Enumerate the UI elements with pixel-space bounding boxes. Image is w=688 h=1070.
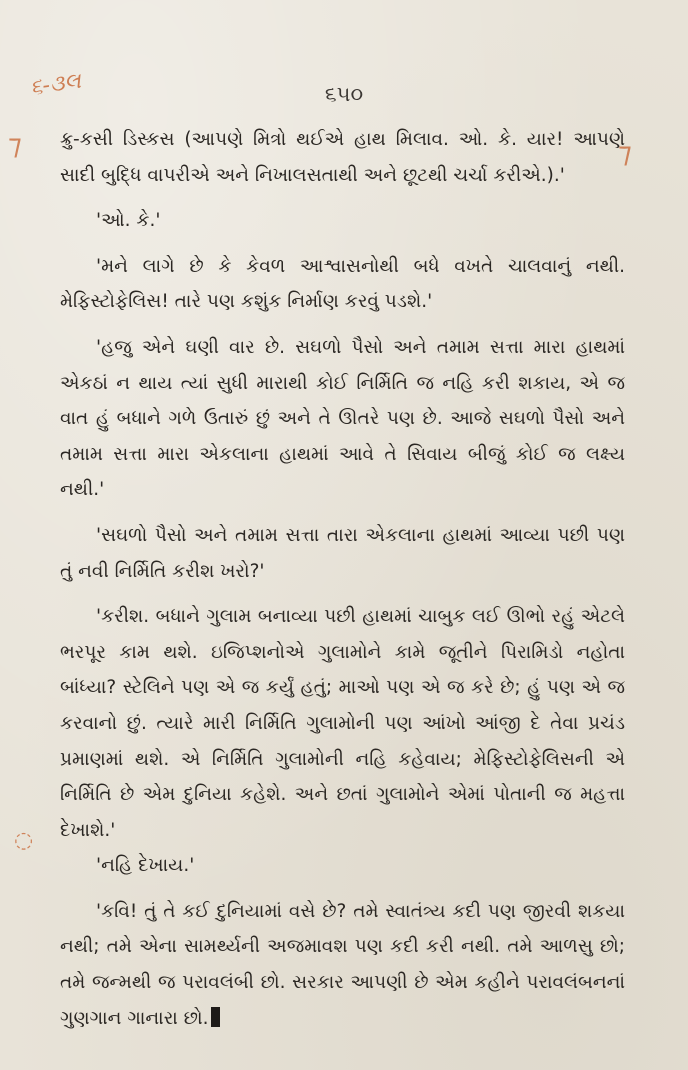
paragraph: 'મને લાગે છે કે કેવળ આશ્વાસનોથી બધે વખતે ચાલવાનું નથી. મેફિસ્ટોફેલિસ! તારે પણ કશુંક નિર્માણ કરવું પડશે.' [60,255,625,313]
paragraph: 'ઓ. કે.' [96,210,161,232]
page-number: ૬૫૦ [324,82,364,106]
paragraph: 'નહિ દેખાય.' [96,855,195,877]
pen-tick-mark-right: ⁊ [618,136,632,169]
pen-circle-mark: ◌ [14,828,34,853]
paragraph: ક્રુ-કસી ડિસ્કસ (આપણે મિત્રો થઈએ હાથ મિલાવ. ઓ. કે. યાર! આપણે સાદી બુદ્ધિ વાપરીએ અને નિખાલસતાથી અને છૂટથી ચર્ચા કરીએ.).' [60,129,625,186]
paragraph: 'હજુ એને ઘણી વાર છે. સઘળો પૈસો અને તમામ સત્તા મારા હાથમાં એકઠાં ન થાય ત્યાં સુધી મારાથી કોઈ નિર્મિતિ જ નહિ કરી શકાય, એ જ વાત હું બધાને ગળે ઉતારું છું અને તે ઊતરે પણ છે. આજે સઘળો પૈસો અને તમામ સત્તા મારા એકલાના હાથમાં આવે તે સિવાય બીજું કોઈ જ લક્ષ્ય નથી.' [60,336,625,501]
end-mark [211,1007,220,1027]
paragraph-text: 'કવિ! તું તે કઈ દુનિયામાં વસે છે? તમે સ્વાતંત્ર્ય કદી પણ જીરવી શકયા નથી; તમે એના સામર્થ્યની અજમાવશ પણ કદી કરી નથી. તમે આળસુ છો; તમે જન્મથી જ પરાવલંબી છો. સરકાર આપણી છે એમ કહીને પરાવલંબનનાં ગુણગાન ગાનારા છો. [60,900,625,1029]
pen-tick-mark-left: ⁊ [8,128,22,161]
paragraph: 'સઘળો પૈસો અને તમામ સત્તા તારા એકલાના હાથમાં આવ્યા પછી પણ તું નવી નિર્મિતિ કરીશ ખરો?' [60,524,625,582]
handwritten-margin-note: ૬-૩લ [28,68,83,101]
paragraph: 'કરીશ. બધાને ગુલામ બનાવ્યા પછી હાથમાં ચાબુક લઈ ઊભો રહું એટલે ભરપૂર કામ થશે. ઇજિપ્શનોએ ગુલામોને કામે જૂતીને પિરામિડો નહોતા બાંધ્યા? સ્ટેલિને પણ એ જ કર્યું હતું; માઓ પણ એ જ કરે છે; હું પણ એ જ કરવાનો છું. ત્યારે મારી નિર્મિતિ ગુલામોની પણ આંખો આંજી દે તેવા પ્રચંડ પ્રમાણમાં થશે. એ નિર્મિતિ ગુલામોની નહિ કહેવાય; મેફિસ્ટોફેલિસની એ નિર્મિતિ છે એમ દુનિયા કહેશે. અને છતાં ગુલામોને એમાં પોતાની જ મહત્તા દેખાશે.' [60,606,625,841]
body-text [60,122,625,1036]
last-paragraph [60,894,625,1036]
